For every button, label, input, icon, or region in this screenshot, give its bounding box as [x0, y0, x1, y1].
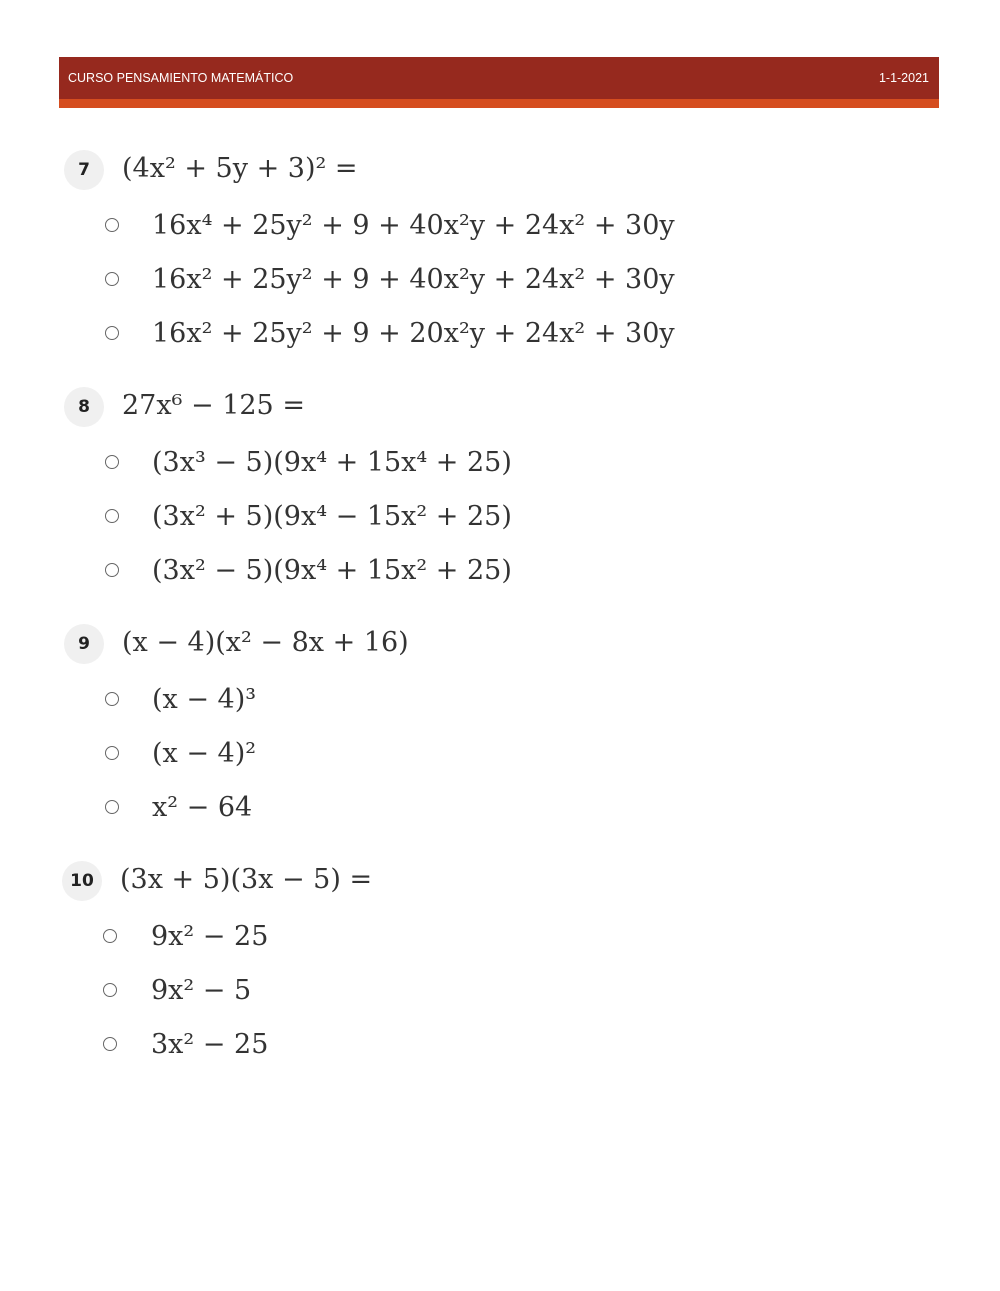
option-text: x² − 64	[152, 792, 253, 823]
radio-button[interactable]	[103, 1037, 117, 1051]
radio-button[interactable]	[105, 563, 119, 577]
option-8c[interactable]	[0, 551, 1000, 591]
option-9a[interactable]	[0, 680, 1000, 720]
question-expression: (4x² + 5y + 3)² =	[122, 153, 358, 184]
question-expression: (3x + 5)(3x − 5) =	[120, 864, 373, 895]
question-expression: 27x⁶ − 125 =	[122, 390, 305, 421]
option-10c[interactable]	[0, 1025, 1000, 1065]
option-text: (x − 4)²	[152, 738, 257, 769]
radio-button[interactable]	[105, 692, 119, 706]
radio-button[interactable]	[105, 326, 119, 340]
option-text: 16x² + 25y² + 9 + 20x²y + 24x² + 30y	[152, 318, 675, 349]
radio-button[interactable]	[105, 509, 119, 523]
radio-button[interactable]	[105, 455, 119, 469]
radio-button[interactable]	[103, 929, 117, 943]
question-number-badge: 9	[64, 624, 104, 664]
option-text: 9x² − 5	[151, 975, 252, 1006]
page-header	[59, 57, 939, 99]
option-7b[interactable]	[0, 260, 1000, 300]
option-text: 9x² − 25	[151, 921, 269, 952]
option-text: 16x⁴ + 25y² + 9 + 40x²y + 24x² + 30y	[152, 210, 675, 241]
question-number-badge: 10	[62, 861, 102, 901]
option-7c[interactable]	[0, 314, 1000, 354]
option-8b[interactable]	[0, 497, 1000, 537]
header-accent-strip	[59, 99, 939, 108]
question-number-badge: 8	[64, 387, 104, 427]
option-text: 16x² + 25y² + 9 + 40x²y + 24x² + 30y	[152, 264, 675, 295]
option-8a[interactable]	[0, 443, 1000, 483]
radio-button[interactable]	[105, 272, 119, 286]
option-text: (3x² + 5)(9x⁴ − 15x² + 25)	[152, 501, 512, 532]
question-expression: (x − 4)(x² − 8x + 16)	[122, 627, 409, 658]
question-number-badge: 7	[64, 150, 104, 190]
option-text: (3x² − 5)(9x⁴ + 15x² + 25)	[152, 555, 512, 586]
course-title: CURSO PENSAMIENTO MATEMÁTICO	[68, 71, 294, 85]
radio-button[interactable]	[105, 218, 119, 232]
option-text: (x − 4)³	[152, 684, 257, 715]
radio-button[interactable]	[103, 983, 117, 997]
option-9c[interactable]	[0, 788, 1000, 828]
radio-button[interactable]	[105, 800, 119, 814]
option-10a[interactable]	[0, 917, 1000, 957]
option-9b[interactable]	[0, 734, 1000, 774]
option-10b[interactable]	[0, 971, 1000, 1011]
option-7a[interactable]	[0, 206, 1000, 246]
header-date: 1-1-2021	[878, 71, 929, 85]
option-text: (3x³ − 5)(9x⁴ + 15x⁴ + 25)	[152, 447, 512, 478]
option-text: 3x² − 25	[151, 1029, 269, 1060]
radio-button[interactable]	[105, 746, 119, 760]
